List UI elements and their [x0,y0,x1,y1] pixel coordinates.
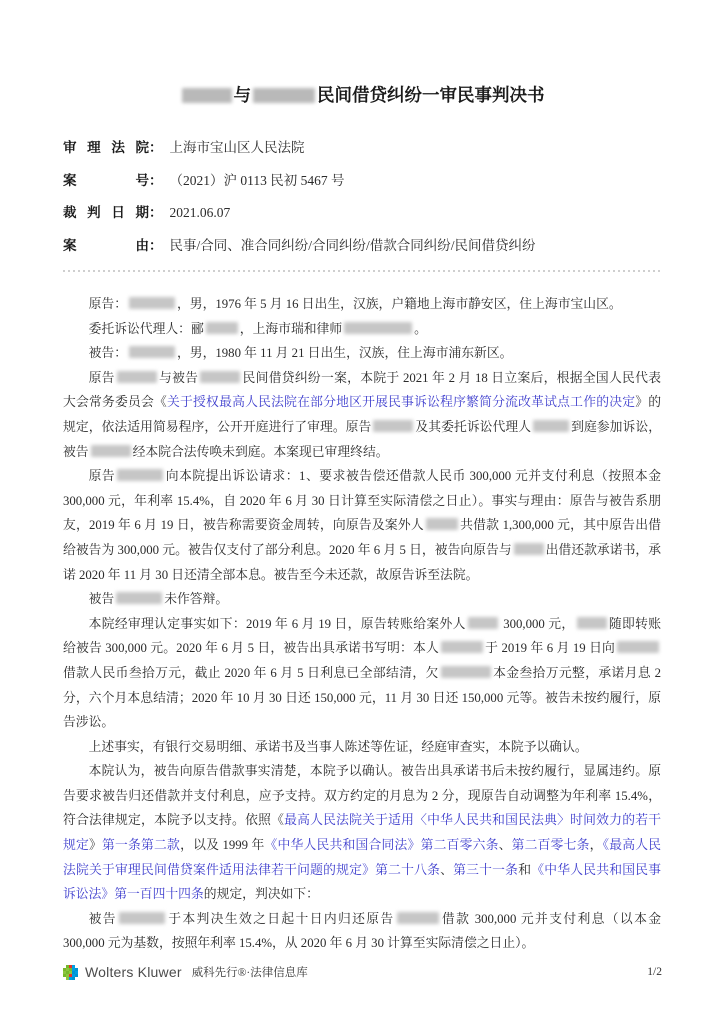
judgment-paragraph [63,612,661,735]
redacted-text [373,420,413,432]
body-text: 随即转账给被告 300,000 元。2020 年 6 月 5 日，被告出具承诺书写明：本人 [63,616,661,656]
body-text: 本金叁拾万元整，承诺月息 2 分，六个月本息结清；2020 年 10 月 30 日还 150,000 元，11 月 30 日还 150,000 元等。被告未按约履行，原告涉讼。 [63,665,661,730]
meta-colon: ： [149,237,163,253]
meta-value: 民事/合同、准合同纠纷/合同纠纷/借款合同纠纷/民间借贷纠纷 [169,237,536,253]
redacted-text [397,912,439,924]
body-text: 原告 [88,370,115,385]
law-citation-link[interactable]: 关于授权最高人民法院在部分地区开展民事诉讼程序繁简分流改革试点工作的决定 [167,395,636,410]
body-text: 和 [518,862,532,877]
page-number: 1/2 [647,966,662,978]
body-text: 共借款 1,300,000 元，其中原告出借给被告为 300,000 元。被告仅支付了部分利息。2020 年 6 月 5 日，被告向原告与 [63,518,661,557]
redacted-text [200,371,240,383]
judgment-paragraph [63,317,661,342]
law-citation-link[interactable]: 《最高人民法院关于审理民间借贷案件适用法律若干问题的规定》 [63,838,662,877]
body-text: 到庭参加诉讼，被告 [63,419,662,459]
body-text: 与 [233,85,251,105]
dotted-divider [63,270,661,272]
body-text: 》 [89,838,103,853]
judgment-paragraph [63,587,661,612]
body-text: 原告： [88,297,127,311]
redacted-text [116,592,162,604]
meta-row [63,132,661,165]
body-text: 与被告 [158,370,199,385]
judgment-paragraph [63,759,661,907]
body-text: ， [589,838,603,853]
case-metadata [63,132,661,262]
redacted-text [129,297,175,309]
redacted-text [253,88,315,103]
meta-label: 案由 [63,237,149,253]
wolters-kluwer-brand [63,964,308,980]
redacted-text [119,912,165,924]
law-citation-link[interactable]: 第一条第二款 [102,838,181,853]
redacted-text [577,617,607,629]
body-text: 本院经审理认定事实如下：2019 年 6 月 19 日，原告转账给案外人 [88,616,466,631]
body-text: 的规定，判决如下： [203,887,319,902]
redacted-text [468,617,498,629]
judgment-paragraph [63,464,661,587]
redacted-text [617,641,659,653]
meta-row [63,165,661,198]
body-text: 民间借贷纠纷一审民事判决书 [317,85,545,105]
redacted-text [344,322,412,334]
body-text: 》的规定，依法适用简易程序，公开开庭进行了审理。原告 [63,395,662,434]
law-citation-link[interactable]: 《中华人民共和国民事诉讼法》 [63,862,662,902]
law-citation-link[interactable]: 第三十一条 [453,862,519,877]
body-text: 未作答辩。 [164,592,229,607]
body-text: 向本院提出诉讼请求：1、要求被告偿还借款人民币 300,000 元并支付利息（按照本金 300,000 元，年利率 15.4%，自 2020 年 6 月 30 日计算至实际清偿之日止）。事实与理由：原告与被告系朋友，2019 年 6 月 19 日，被告称需要资金周转，向原告及案外人 [63,469,661,533]
law-citation-link[interactable]: 第二百零七条 [511,838,590,853]
wolters-kluwer-logo-icon [63,965,78,980]
law-citation-link[interactable]: 第二十八条 [375,862,441,877]
redacted-text [426,518,458,530]
brand-name: Wolters Kluwer [85,964,182,980]
body-text: ，男，1976 年 5 月 16 日出生，汉族，户籍地上海市静安区，住上海市宝山区。 [176,297,622,311]
meta-colon: ： [149,172,163,188]
law-citation-link[interactable]: 最高人民法院关于适用〈中华人民共和国民法典〉时间效力的若干规定 [63,813,662,853]
product-name: 威科先行®·法律信息库 [191,967,308,979]
body-text: 于 2019 年 6 月 19 日向 [484,641,616,656]
body-text: 、 [498,838,512,853]
redacted-text [533,420,569,432]
body-text: 本院认为，被告向原告借款事实清楚，本院予以确认。被告出具承诺书后未按约履行，显属违约。原告要求被告归还借款并支付利息，应予支持。双方约定的月息为 2 分，现原告自动调整为年利率 15.4%，符合法律规定，本院予以支持。依照《 [63,764,661,828]
body-text: 被告： [88,346,127,361]
meta-value: （2021）沪 0113 民初 5467 号 [169,172,345,188]
judgment-body [63,292,661,956]
meta-label: 案号 [63,172,149,188]
meta-colon: ： [149,140,163,155]
meta-row [63,230,661,263]
body-text: 300,000 元， [499,616,575,631]
redacted-text [91,445,131,457]
body-text: ，以及 1999 年 [180,838,265,853]
redacted-text [182,88,232,103]
meta-value: 上海市宝山区人民法院 [169,140,305,155]
body-text: 出借还款承诺书，承诺 2020 年 11 月 30 日还清全部本息。被告至今未还款，故原告诉至法院。 [63,542,662,582]
body-text: 民间借贷纠纷一案，本院于 2021 年 2 月 18 日立案后，根据全国人民代表大会常务委员会《 [63,370,662,410]
body-text: 、 [440,862,454,877]
redacted-text [514,543,544,555]
judgment-paragraph [63,735,661,760]
judgment-paragraph [63,907,661,956]
body-text: 借款 300,000 元并支付利息（以本金 300,000 元为基数，按照年利率 15.4%，从 2020 年 6 月 30 计算至实际清偿之日止）。 [63,911,662,951]
law-citation-link[interactable]: 第一百四十四条 [114,887,204,902]
body-text: 上述事实，有银行交易明细、承诺书及当事人陈述等佐证，经庭审查实，本院予以确认。 [88,739,588,754]
meta-row [63,197,661,230]
body-text: 于本判决生效之日起十日内归还原告 [166,911,395,926]
law-citation-link[interactable]: 第二百零六条 [420,838,499,853]
redacted-text [441,641,483,653]
meta-colon: ： [149,205,163,220]
body-text: 被告 [88,592,115,607]
document-title [63,0,661,107]
redacted-text [117,469,163,481]
body-text: 原告 [88,469,116,484]
judgment-paragraph [63,292,661,317]
body-text: 经本院合法传唤未到庭。本案现已审理终结。 [132,444,389,459]
redacted-text [117,371,157,383]
body-text: ，上海市瑞和律师 [239,321,343,336]
body-text: 被告 [88,911,117,926]
body-text: 及其委托诉讼代理人 [415,419,532,434]
page-footer [63,964,662,980]
redacted-text [441,666,491,678]
body-text: 委托诉讼代理人：郦 [88,321,204,336]
judgment-paragraph [63,366,661,464]
redacted-text [206,322,238,334]
judgment-paragraph [63,341,661,366]
redacted-text [129,346,175,358]
meta-label: 审理法院 [63,140,149,155]
body-text: 。 [414,321,427,336]
body-text: ，男，1980 年 11 月 21 日出生，汉族，住上海市浦东新区。 [176,346,513,361]
body-text: 借款人民币叁拾万元，截止 2020 年 6 月 5 日利息已全部结清，欠 [63,665,439,680]
meta-label: 裁判日期 [63,205,149,220]
meta-value: 2021.06.07 [169,205,231,220]
law-citation-link[interactable]: 《中华人民共和国合同法》 [264,838,421,853]
